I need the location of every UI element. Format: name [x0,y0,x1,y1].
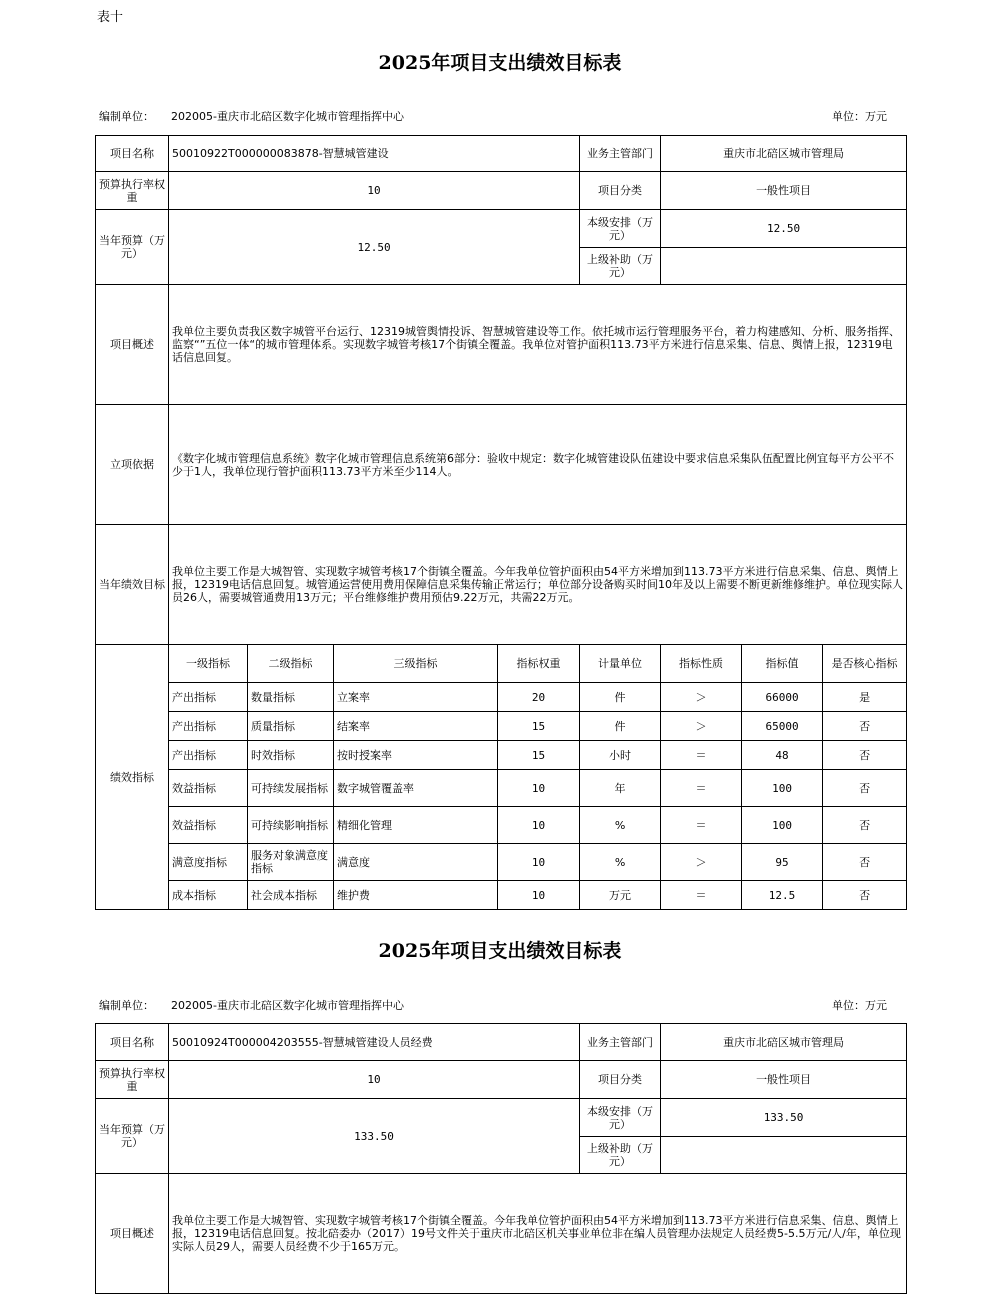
level1-cell: 成本指标 [169,881,248,910]
upper-label: 上级补助（万元） [580,1137,661,1174]
overview-text: 我单位主要负责我区数字城管平台运行、12319城管舆情投诉、智慧城管建设等工作。依托城市运行管理服务平台，着力构建感知、分析、服务指挥、监察“”五位一体“的城市管理体系。实现数字城管考核17个街镇全覆盖。我单位对管护面积113.73平方米进行信息采集、信息、舆情上报，12319电话信息回复。 [169,285,907,405]
header-cell: 指标值 [742,645,823,683]
core-cell: 否 [823,741,907,770]
local-label: 本级安排（万元） [580,210,661,248]
weight-cell: 15 [498,741,580,770]
category-value: 一般性项目 [661,1061,907,1099]
value-cell: 65000 [742,712,823,741]
nature-cell: ＝ [661,770,742,807]
dept-value: 重庆市北碚区城市管理局 [661,1024,907,1061]
org-label: 编制单位： [99,999,154,1012]
project-name-value: 50010924T000004203555-智慧城管建设人员经费 [169,1024,580,1061]
overview-label: 项目概述 [96,1174,169,1294]
budget-label: 当年预算（万元） [96,210,169,285]
basis-text: 《数字化城市管理信息系统》数字化城市管理信息系统第6部分：验收中规定：数字化城管建设队伍建设中要求信息采集队伍配置比例宜每平方公平不少于1人，我单位现行管护面积113.73平方米至少114人。 [169,405,907,525]
value-cell: 48 [742,741,823,770]
header-cell: 三级指标 [334,645,498,683]
table-row [96,741,907,770]
overview-label: 项目概述 [96,285,169,405]
level1-cell: 效益指标 [169,770,248,807]
header-cell: 计量单位 [580,645,661,683]
org-value: 202005-重庆市北碚区数字化城市管理指挥中心 [171,999,404,1012]
level2-cell: 质量指标 [248,712,334,741]
dept-label: 业务主管部门 [580,1024,661,1061]
nature-cell: ＞ [661,844,742,881]
level2-cell: 服务对象满意度指标 [248,844,334,881]
table-row [96,844,907,881]
table-title: 2025年项目支出绩效目标表 [378,940,622,962]
basis-label: 立项依据 [96,405,169,525]
budget-value: 12.50 [169,210,580,285]
category-value: 一般性项目 [661,172,907,210]
value-cell: 95 [742,844,823,881]
project-name-label: 项目名称 [96,1024,169,1061]
weight-value: 10 [169,1061,580,1099]
header-cell: 是否核心指标 [823,645,907,683]
performance-table [95,135,907,910]
level2-cell: 社会成本指标 [248,881,334,910]
unit-cell: % [580,844,661,881]
budget-value: 133.50 [169,1099,580,1174]
local-value: 133.50 [661,1099,907,1137]
budget-label: 当年预算（万元） [96,1099,169,1174]
unit-cell: 年 [580,770,661,807]
local-value: 12.50 [661,210,907,248]
level3-cell: 按时授案率 [334,741,498,770]
core-cell: 否 [823,807,907,844]
nature-cell: ＝ [661,741,742,770]
dept-label: 业务主管部门 [580,136,661,172]
value-cell: 66000 [742,683,823,712]
nature-cell: ＞ [661,712,742,741]
performance-table [95,1023,907,1294]
level2-cell: 可持续影响指标 [248,807,334,844]
dept-value: 重庆市北碚区城市管理局 [661,136,907,172]
weight-cell: 10 [498,844,580,881]
header-cell: 指标权重 [498,645,580,683]
project-name-label: 项目名称 [96,136,169,172]
level2-cell: 时效指标 [248,741,334,770]
level3-cell: 结案率 [334,712,498,741]
unit-cell: 件 [580,712,661,741]
overview-text: 我单位主要工作是大城智管、实现数字城管考核17个街镇全覆盖。今年我单位管护面积由54平方米增加到113.73平方米进行信息采集、信息、舆情上报，12319电话信息回复。按北碚委办（2017）19号文件关于重庆市北碚区机关事业单位非在编人员管理办法规定人员经费5-5.5万元/人/年，单位现实际人员29人，需要人员经费不少于165万元。 [169,1174,907,1294]
unit-cell: 小时 [580,741,661,770]
weight-cell: 20 [498,683,580,712]
level1-cell: 效益指标 [169,807,248,844]
goal-text: 我单位主要工作是大城智管、实现数字城管考核17个街镇全覆盖。今年我单位管护面积由54平方米增加到113.73平方米进行信息采集、信息、舆情上报，12319电话信息回复。城管通运营使用费用保障信息采集传输正常运行；单位部分设备购买时间10年及以上需要不断更新维修维护。单位现实际人员26人，需要城管通费用13万元；平台维修维护费用预估9.22万元，共需22万元。 [169,525,907,645]
weight-cell: 15 [498,712,580,741]
table-row [96,807,907,844]
nature-cell: ＝ [661,881,742,910]
indicators-label: 绩效指标 [96,645,169,910]
value-cell: 12.5 [742,881,823,910]
weight-cell: 10 [498,770,580,807]
level2-cell: 数量指标 [248,683,334,712]
level1-cell: 产出指标 [169,741,248,770]
level3-cell: 数字城管覆盖率 [334,770,498,807]
value-cell: 100 [742,770,823,807]
unit-cell: 万元 [580,881,661,910]
core-cell: 否 [823,712,907,741]
core-cell: 否 [823,844,907,881]
upper-value [661,1137,907,1174]
unit-cell: % [580,807,661,844]
weight-cell: 10 [498,881,580,910]
org-value: 202005-重庆市北碚区数字化城市管理指挥中心 [171,110,404,123]
level3-cell: 满意度 [334,844,498,881]
level1-cell: 产出指标 [169,683,248,712]
table-row [96,881,907,910]
category-label: 项目分类 [580,172,661,210]
nature-cell: ＝ [661,807,742,844]
core-cell: 否 [823,770,907,807]
unit-label: 单位：万元 [832,999,887,1012]
weight-cell: 10 [498,807,580,844]
core-cell: 是 [823,683,907,712]
project-name-value: 50010922T000000083878-智慧城管建设 [169,136,580,172]
level3-cell: 立案率 [334,683,498,712]
category-label: 项目分类 [580,1061,661,1099]
header-cell: 一级指标 [169,645,248,683]
header-cell: 指标性质 [661,645,742,683]
level1-cell: 满意度指标 [169,844,248,881]
table-row [96,683,907,712]
nature-cell: ＞ [661,683,742,712]
weight-label: 预算执行率权重 [96,172,169,210]
goal-label: 当年绩效目标 [96,525,169,645]
table-row [96,770,907,807]
table-title: 2025年项目支出绩效目标表 [378,52,622,74]
unit-label: 单位：万元 [832,110,887,123]
org-label: 编制单位： [99,110,154,123]
value-cell: 100 [742,807,823,844]
core-cell: 否 [823,881,907,910]
level2-cell: 可持续发展指标 [248,770,334,807]
table-row [96,712,907,741]
weight-label: 预算执行率权重 [96,1061,169,1099]
level3-cell: 维护费 [334,881,498,910]
unit-cell: 件 [580,683,661,712]
local-label: 本级安排（万元） [580,1099,661,1137]
level1-cell: 产出指标 [169,712,248,741]
upper-value [661,248,907,285]
header-cell: 二级指标 [248,645,334,683]
weight-value: 10 [169,172,580,210]
level3-cell: 精细化管理 [334,807,498,844]
table-number-label: 表十 [97,10,124,25]
upper-label: 上级补助（万元） [580,248,661,285]
